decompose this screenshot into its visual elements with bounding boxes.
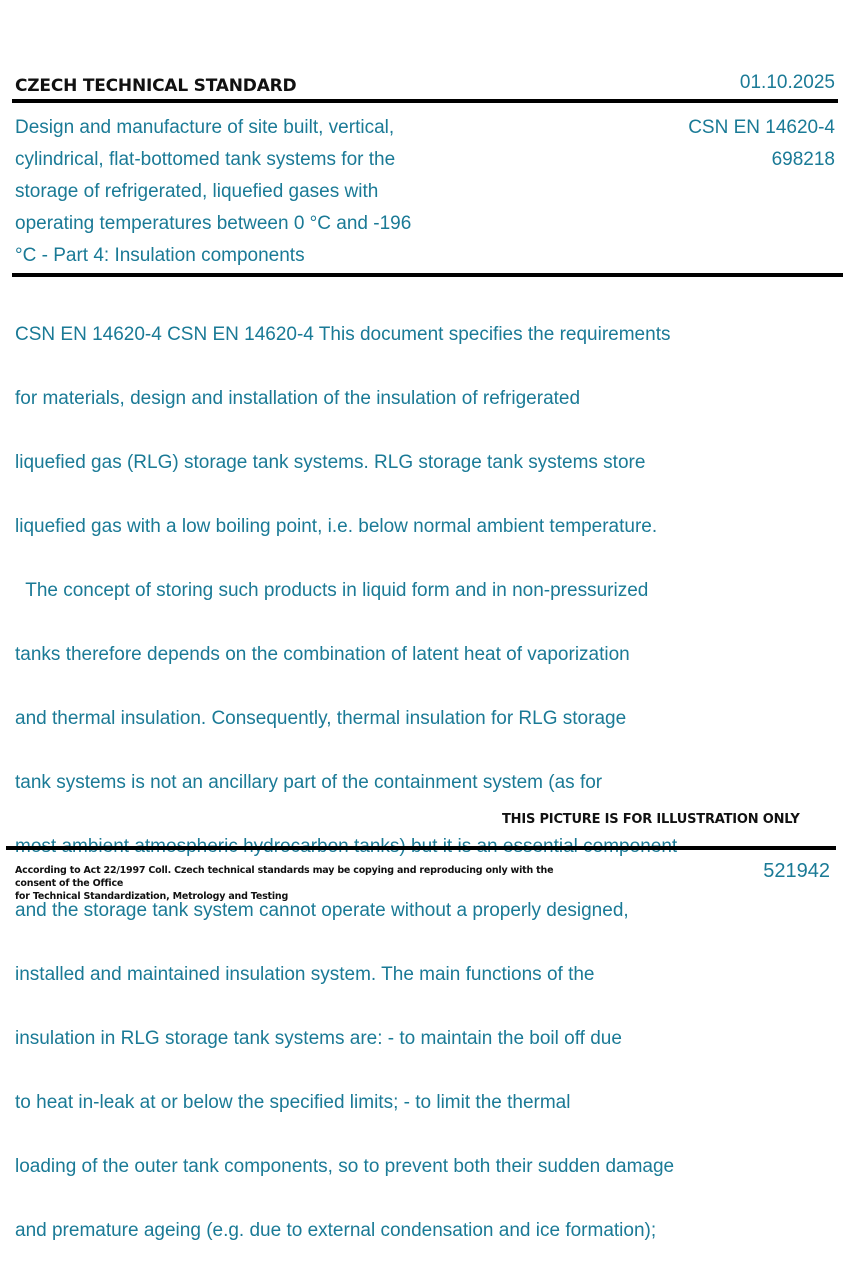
footer-number: 521942 <box>763 860 830 882</box>
title-line: storage of refrigerated, liquefied gases with <box>15 181 379 202</box>
abstract-line: to heat in-leak at or below the specified limits; - to limit the thermal <box>15 1092 571 1113</box>
title-divider <box>12 273 843 277</box>
title-line: Design and manufacture of site built, vertical, <box>15 117 395 138</box>
abstract-line: CSN EN 14620-4 CSN EN 14620-4 This document specifies the requirements <box>15 324 671 345</box>
document-abstract <box>15 287 805 1279</box>
catalog-number: 698218 <box>771 149 835 170</box>
document-title <box>15 112 485 272</box>
abstract-line: loading of the outer tank components, so to prevent both their sudden damage <box>15 1156 675 1177</box>
footer-divider <box>6 846 836 850</box>
abstract-line: and premature ageing (e.g. due to external condensation and ice formation); <box>15 1220 657 1241</box>
abstract-line: and the storage tank system cannot operate without a properly designed, <box>15 900 629 921</box>
standard-code: CSN EN 14620-4 <box>688 117 835 138</box>
document-type-label: CZECH TECHNICAL STANDARD <box>15 76 297 96</box>
abstract-line: tanks therefore depends on the combination of latent heat of vaporization <box>15 644 630 665</box>
issue-date: 01.10.2025 <box>739 72 835 93</box>
title-line: °C - Part 4: Insulation components <box>15 245 305 266</box>
standard-identifiers <box>688 112 835 176</box>
abstract-line: The concept of storing such products in liquid form and in non-pressurized <box>15 580 649 601</box>
copyright-line: According to Act 22/1997 Coll. Czech technical standards may be copying and reproducing only with the consent of the Office <box>15 865 554 889</box>
abstract-line: insulation in RLG storage tank systems are: - to maintain the boil off due <box>15 1028 622 1049</box>
abstract-line: installed and maintained insulation system. The main functions of the <box>15 964 595 985</box>
title-line: operating temperatures between 0 °C and -196 <box>15 213 412 234</box>
abstract-line: liquefied gas (RLG) storage tank systems. RLG storage tank systems store <box>15 452 646 473</box>
copyright-notice <box>15 864 595 903</box>
copyright-line: for Technical Standardization, Metrology and Testing <box>15 891 289 902</box>
header-divider <box>12 99 838 103</box>
abstract-line: and thermal insulation. Consequently, thermal insulation for RLG storage <box>15 708 627 729</box>
abstract-line: liquefied gas with a low boiling point, i.e. below normal ambient temperature. <box>15 516 658 537</box>
illustration-disclaimer: THIS PICTURE IS FOR ILLUSTRATION ONLY <box>502 812 800 827</box>
abstract-line: tank systems is not an ancillary part of the containment system (as for <box>15 772 603 793</box>
title-line: cylindrical, flat-bottomed tank systems for the <box>15 149 396 170</box>
abstract-line: for materials, design and installation of the insulation of refrigerated <box>15 388 581 409</box>
